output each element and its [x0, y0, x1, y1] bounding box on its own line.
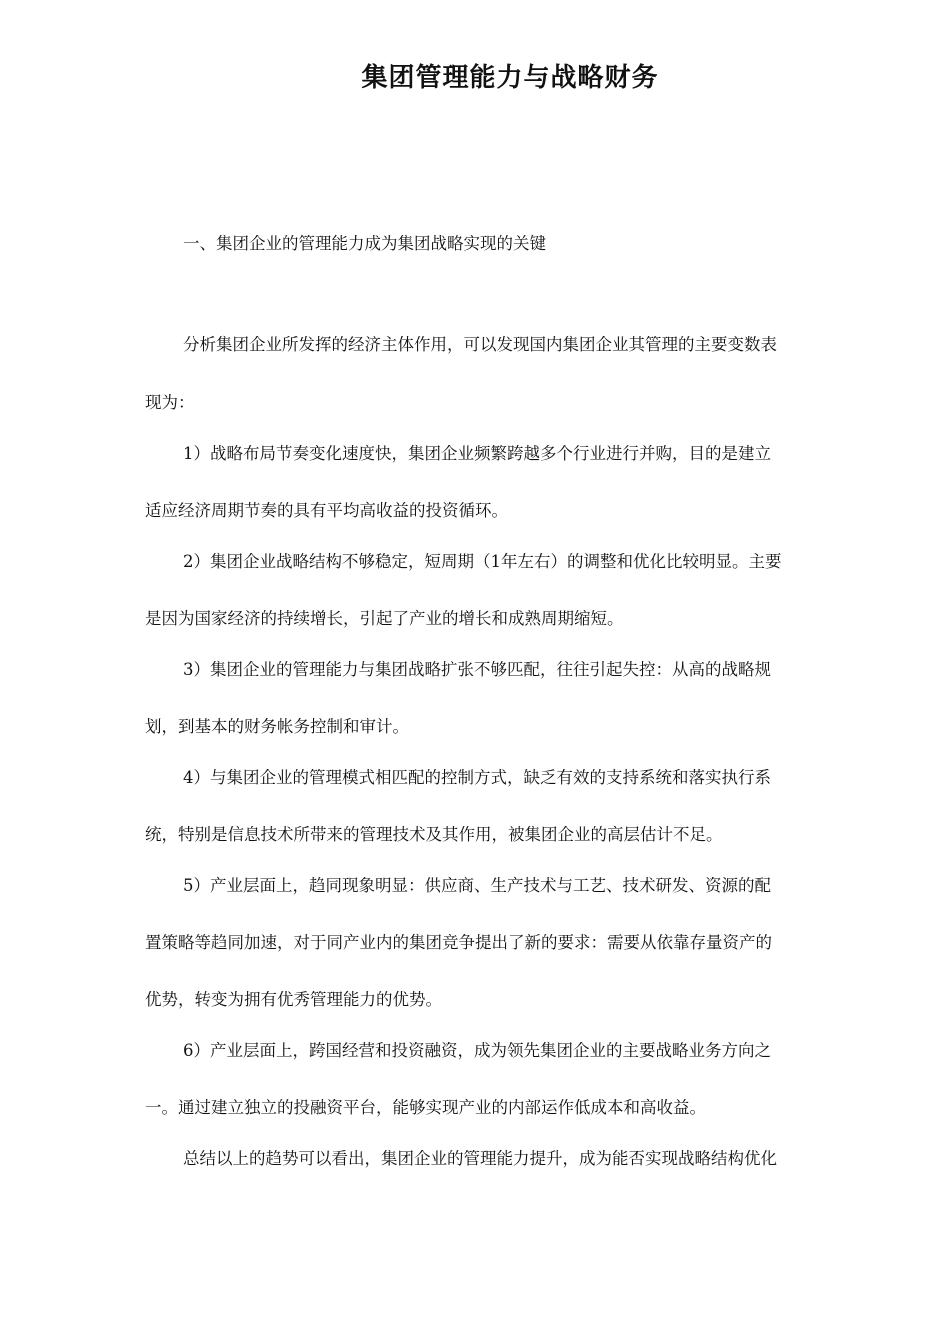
paragraph-line: 是因为国家经济的持续增长，引起了产业的增长和成熟周期缩短。: [145, 609, 624, 628]
paragraph-line: 适应经济周期节奏的具有平均高收益的投资循环。: [145, 501, 508, 520]
paragraph-line: 置策略等趋同加速，对于同产业内的集团竞争提出了新的要求：需要从依靠存量资产的: [145, 933, 772, 952]
paragraph-line: 现为：: [145, 393, 195, 412]
paragraph-line: 划，到基本的财务帐务控制和审计。: [145, 717, 409, 736]
paragraph-line: 5）产业层面上，趋同现象明显：供应商、生产技术与工艺、技术研发、资源的配: [183, 876, 771, 895]
paragraph-line: 分析集团企业所发挥的经济主体作用，可以发现国内集团企业其管理的主要变数表: [183, 335, 777, 354]
paragraph-line: 一。通过建立独立的投融资平台，能够实现产业的内部运作低成本和高收益。: [145, 1098, 706, 1117]
paragraph-line: 6）产业层面上，跨国经营和投资融资，成为领先集团企业的主要战略业务方向之: [183, 1041, 771, 1060]
paragraph-line: 4）与集团企业的管理模式相匹配的控制方式，缺乏有效的支持系统和落实执行系: [183, 768, 771, 787]
paragraph-line: 3）集团企业的管理能力与集团战略扩张不够匹配，往往引起失控：从高的战略规: [183, 660, 771, 679]
paragraph-line: 2）集团企业战略结构不够稳定，短周期（1年左右）的调整和优化比较明显。主要: [183, 552, 782, 571]
paragraph-line: 1）战略布局节奏变化速度快，集团企业频繁跨越多个行业进行并购，目的是建立: [183, 444, 771, 463]
section-heading: 一、集团企业的管理能力成为集团战略实现的关键: [183, 234, 546, 253]
paragraph-line: 优势，转变为拥有优秀管理能力的优势。: [145, 990, 442, 1009]
document-title: 集团管理能力与战略财务: [361, 63, 659, 93]
paragraph-line: 总结以上的趋势可以看出，集团企业的管理能力提升，成为能否实现战略结构优化: [183, 1149, 777, 1168]
paragraph-line: 统，特别是信息技术所带来的管理技术及其作用，被集团企业的高层估计不足。: [145, 825, 723, 844]
